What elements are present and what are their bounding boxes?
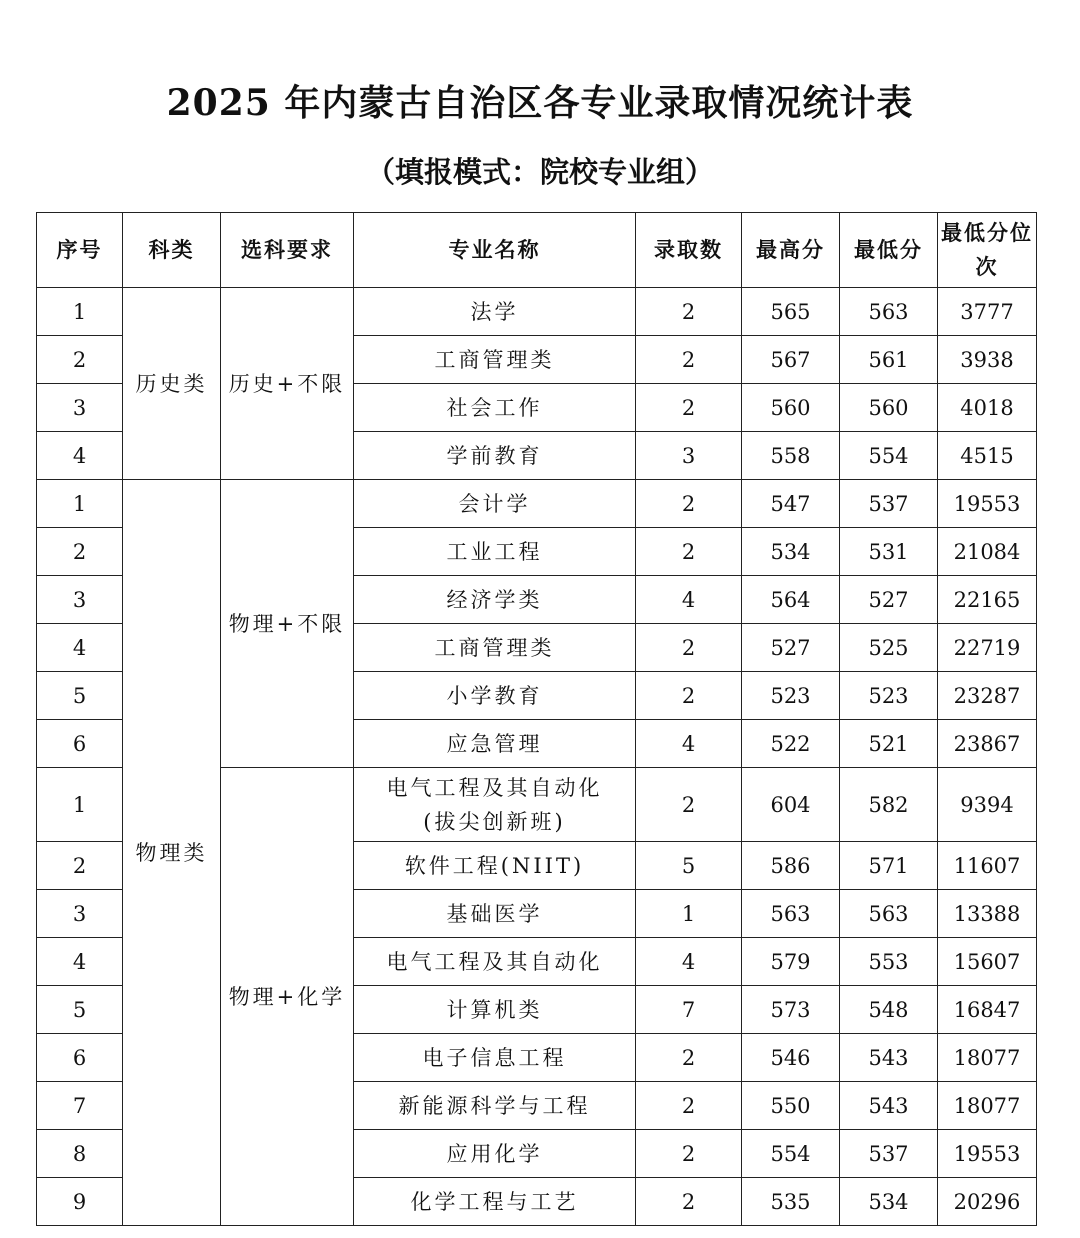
cell-no: 4 (37, 624, 123, 672)
cell-max: 558 (742, 432, 840, 480)
cell-max: 563 (742, 890, 840, 938)
cell-no: 2 (37, 336, 123, 384)
cell-min: 553 (840, 938, 938, 986)
header-min: 最低分 (840, 213, 938, 288)
page-subtitle: （填报模式：院校专业组） (365, 155, 714, 189)
cell-max: 579 (742, 938, 840, 986)
cell-count: 4 (636, 576, 742, 624)
cell-min: 548 (840, 986, 938, 1034)
header-requirement: 选科要求 (221, 213, 354, 288)
cell-count: 2 (636, 288, 742, 336)
cell-rank: 23867 (938, 720, 1037, 768)
cell-major: 计算机类 (354, 986, 636, 1034)
cell-major: 小学教育 (354, 672, 636, 720)
cell-count: 4 (636, 938, 742, 986)
cell-rank: 20296 (938, 1178, 1037, 1226)
cell-no: 4 (37, 938, 123, 986)
cell-max: 547 (742, 480, 840, 528)
cell-min: 534 (840, 1178, 938, 1226)
cell-major: 学前教育 (354, 432, 636, 480)
cell-count: 2 (636, 1178, 742, 1226)
cell-no: 4 (37, 432, 123, 480)
cell-count: 7 (636, 986, 742, 1034)
cell-no: 1 (37, 768, 123, 842)
cell-count: 2 (636, 624, 742, 672)
cell-major: 工业工程 (354, 528, 636, 576)
cell-min: 527 (840, 576, 938, 624)
cell-requirement: 物理+化学 (221, 768, 354, 1226)
cell-rank: 4515 (938, 432, 1037, 480)
cell-rank: 23287 (938, 672, 1037, 720)
cell-rank: 18077 (938, 1082, 1037, 1130)
cell-max: 564 (742, 576, 840, 624)
cell-max: 546 (742, 1034, 840, 1082)
table-row (37, 288, 1037, 336)
cell-no: 7 (37, 1082, 123, 1130)
cell-min: 543 (840, 1082, 938, 1130)
cell-major: 电子信息工程 (354, 1034, 636, 1082)
cell-rank: 18077 (938, 1034, 1037, 1082)
header-no: 序号 (37, 213, 123, 288)
header-max: 最高分 (742, 213, 840, 288)
cell-rank: 16847 (938, 986, 1037, 1034)
cell-min: 554 (840, 432, 938, 480)
cell-no: 5 (37, 986, 123, 1034)
cell-rank: 19553 (938, 1130, 1037, 1178)
cell-no: 1 (37, 288, 123, 336)
cell-min: 521 (840, 720, 938, 768)
cell-min: 561 (840, 336, 938, 384)
cell-no: 2 (37, 842, 123, 890)
cell-count: 2 (636, 1034, 742, 1082)
cell-rank: 13388 (938, 890, 1037, 938)
cell-major: 基础医学 (354, 890, 636, 938)
cell-count: 2 (636, 672, 742, 720)
cell-major: 电气工程及其自动化 (354, 938, 636, 986)
cell-count: 2 (636, 1130, 742, 1178)
header-category: 科类 (123, 213, 221, 288)
cell-count: 2 (636, 384, 742, 432)
cell-no: 3 (37, 576, 123, 624)
cell-min: 582 (840, 768, 938, 842)
cell-min: 543 (840, 1034, 938, 1082)
cell-max: 523 (742, 672, 840, 720)
cell-major: 化学工程与工艺 (354, 1178, 636, 1226)
cell-count: 2 (636, 336, 742, 384)
cell-requirement: 历史+不限 (221, 288, 354, 480)
cell-no: 6 (37, 720, 123, 768)
cell-no: 3 (37, 890, 123, 938)
cell-count: 2 (636, 1082, 742, 1130)
cell-rank: 3938 (938, 336, 1037, 384)
cell-max: 527 (742, 624, 840, 672)
cell-min: 537 (840, 1130, 938, 1178)
cell-major: 工商管理类 (354, 624, 636, 672)
cell-max: 560 (742, 384, 840, 432)
cell-rank: 4018 (938, 384, 1037, 432)
cell-no: 1 (37, 480, 123, 528)
cell-max: 565 (742, 288, 840, 336)
cell-max: 550 (742, 1082, 840, 1130)
cell-rank: 15607 (938, 938, 1037, 986)
cell-min: 571 (840, 842, 938, 890)
header-major: 专业名称 (354, 213, 636, 288)
cell-no: 2 (37, 528, 123, 576)
cell-rank: 22165 (938, 576, 1037, 624)
cell-max: 567 (742, 336, 840, 384)
cell-major: 软件工程(NIIT) (354, 842, 636, 890)
cell-min: 563 (840, 890, 938, 938)
header-count: 录取数 (636, 213, 742, 288)
cell-count: 1 (636, 890, 742, 938)
cell-max: 522 (742, 720, 840, 768)
cell-no: 9 (37, 1178, 123, 1226)
cell-rank: 22719 (938, 624, 1037, 672)
cell-max: 604 (742, 768, 840, 842)
cell-rank: 3777 (938, 288, 1037, 336)
cell-count: 2 (636, 768, 742, 842)
cell-major: 新能源科学与工程 (354, 1082, 636, 1130)
cell-min: 525 (840, 624, 938, 672)
cell-category: 历史类 (123, 288, 221, 480)
table-header-row (37, 213, 1037, 288)
cell-min: 560 (840, 384, 938, 432)
page-title: 2025 年内蒙古自治区各专业录取情况统计表 (166, 82, 914, 124)
cell-max: 534 (742, 528, 840, 576)
cell-category: 物理类 (123, 480, 221, 1226)
cell-count: 4 (636, 720, 742, 768)
cell-rank: 11607 (938, 842, 1037, 890)
table-row (37, 480, 1037, 528)
cell-min: 523 (840, 672, 938, 720)
cell-no: 3 (37, 384, 123, 432)
cell-major: 会计学 (354, 480, 636, 528)
cell-major: 社会工作 (354, 384, 636, 432)
cell-count: 2 (636, 480, 742, 528)
cell-min: 563 (840, 288, 938, 336)
cell-count: 5 (636, 842, 742, 890)
cell-major: 应急管理 (354, 720, 636, 768)
cell-major (354, 768, 636, 842)
cell-rank: 21084 (938, 528, 1037, 576)
cell-major: 工商管理类 (354, 336, 636, 384)
cell-min: 537 (840, 480, 938, 528)
major-line-2: (拔尖创新班) (423, 809, 566, 834)
cell-major: 法学 (354, 288, 636, 336)
cell-max: 535 (742, 1178, 840, 1226)
cell-requirement: 物理+不限 (221, 480, 354, 768)
cell-rank: 19553 (938, 480, 1037, 528)
admission-stats-table (36, 212, 1037, 1226)
major-line-1: 电气工程及其自动化 (386, 775, 603, 800)
cell-major: 经济学类 (354, 576, 636, 624)
cell-max: 573 (742, 986, 840, 1034)
cell-max: 586 (742, 842, 840, 890)
cell-no: 5 (37, 672, 123, 720)
cell-min: 531 (840, 528, 938, 576)
cell-count: 2 (636, 528, 742, 576)
cell-count: 3 (636, 432, 742, 480)
cell-major: 应用化学 (354, 1130, 636, 1178)
cell-no: 6 (37, 1034, 123, 1082)
cell-max: 554 (742, 1130, 840, 1178)
cell-rank: 9394 (938, 768, 1037, 842)
header-rank: 最低分位次 (938, 213, 1037, 288)
cell-no: 8 (37, 1130, 123, 1178)
